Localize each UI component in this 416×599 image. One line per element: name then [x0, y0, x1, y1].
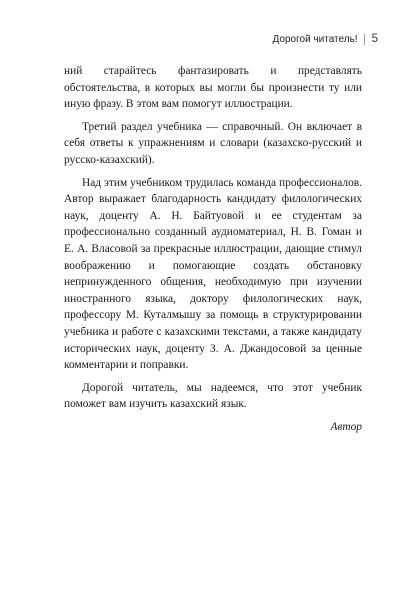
author-signature: Автор	[330, 420, 362, 433]
running-head	[273, 33, 378, 45]
running-title: Дорогой читатель!	[272, 33, 358, 45]
paragraph-acknowledgements: Над этим учебником трудилась команда профессионалов. Автор выражает благодарность кандидату филологических наук, доценту А. Н. Байтуовой и ее студентам за профессионально созданный аудиоматериал, Н. В. Гоман и Е. А. Власовой за прекрасные иллюстрации, дающие стимул воображению и помогающие создать обстановку непринужденного общения, необходимую при изучении иностранного языка, доктору филологических наук, профессору М. Куталмышу за помощь в структурировании учебника и работе с казахскими текстами, а также кандидату исторических наук, доценту З. А. Джандосовой за ценные комментарии и поправки.	[64, 176, 362, 372]
paragraph-continuation: ний старайтесь фантазировать и представлять обстоятельства, в которых вы могли бы произнести ту или иную фразу. В этом вам помогут иллюстрации.	[64, 65, 362, 111]
paragraph-closing: Дорогой читатель, мы надеемся, что этот учебник поможет вам изучить казахский язык.	[64, 381, 362, 411]
body-text	[64, 63, 362, 441]
paragraph-reference-section: Третий раздел учебника — справочный. Он включает в себя ответы к упражнениям и словари (казахско-русский и русско-казахский).	[64, 120, 362, 166]
header-divider	[364, 34, 365, 45]
page-number: 5	[371, 33, 378, 45]
